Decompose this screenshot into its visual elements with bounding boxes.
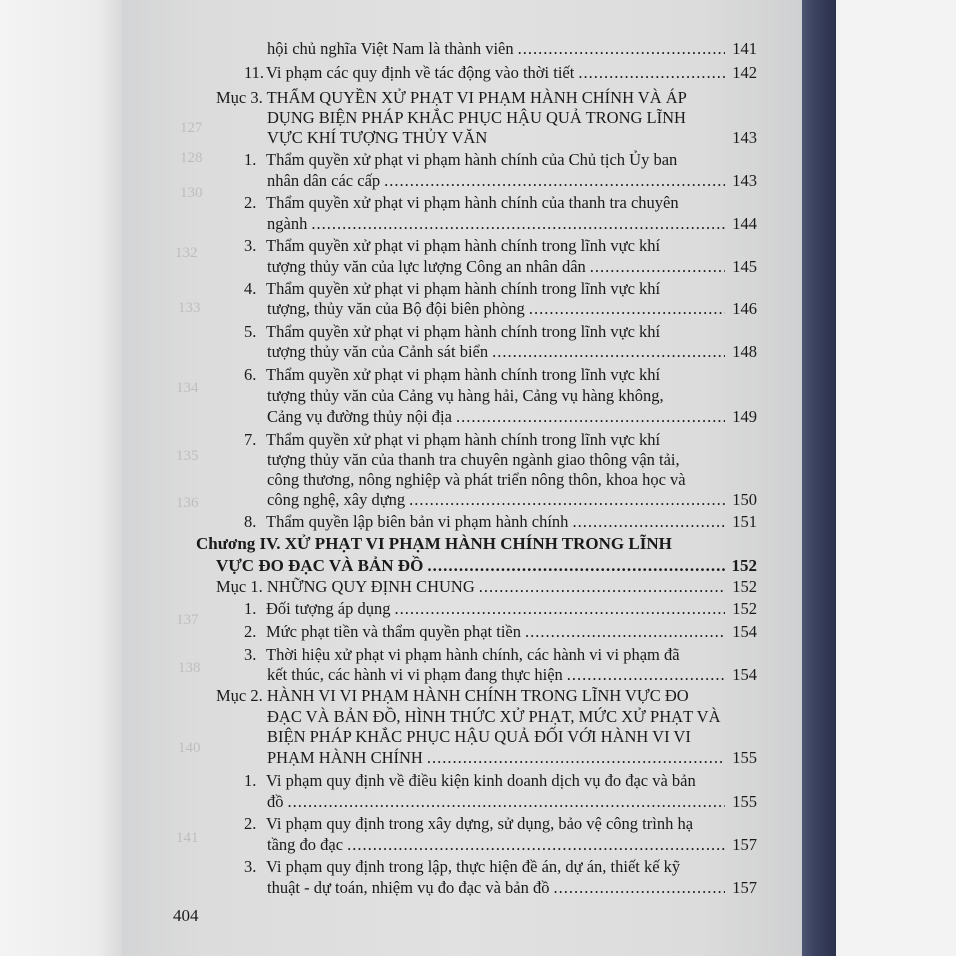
entry-text: nhân dân các cấp <box>267 171 381 190</box>
dot-leader <box>384 171 725 191</box>
entry-number: 1. <box>244 599 257 618</box>
toc-entry <box>267 257 757 277</box>
dot-leader <box>479 577 725 597</box>
entry-text: Vi phạm quy định về điều kiện kinh doanh dịch vụ đo đạc và bản <box>266 771 696 790</box>
dot-leader <box>572 512 725 532</box>
section-heading: Mục 2. HÀNH VI VI PHẠM HÀNH CHÍNH TRONG LĨNH VỰC ĐO <box>216 686 689 705</box>
page-ref: 143 <box>732 171 757 190</box>
entry-line <box>244 645 680 665</box>
entry-line: tượng thủy văn của Cảng vụ hàng hải, Cảng vụ hàng không, <box>267 386 664 405</box>
entry-line <box>244 771 696 791</box>
toc-entry <box>267 665 757 685</box>
dot-leader <box>554 878 726 898</box>
page-ref: 141 <box>732 39 757 58</box>
toc-entry <box>267 171 757 191</box>
entry-line <box>244 236 660 256</box>
entry-text: tượng thủy văn của Cảnh sát biển <box>267 342 489 361</box>
entry-text: công nghệ, xây dựng <box>267 490 406 509</box>
toc-entry <box>267 214 757 234</box>
entry-number: 2. <box>244 622 257 641</box>
entry-text: đồ <box>267 792 284 811</box>
page-ref: 152 <box>731 556 757 575</box>
entry-text: tượng, thủy văn của Bộ đội biên phòng <box>267 299 525 318</box>
entry-text: Vi phạm quy định trong lập, thực hiện đề án, dự án, thiết kế kỹ <box>266 857 681 876</box>
dot-leader <box>529 299 725 319</box>
entry-number: 1. <box>244 150 257 169</box>
chapter-heading: Chương IV. XỬ PHẠT VI PHẠM HÀNH CHÍNH TRONG LĨNH <box>196 534 672 553</box>
background-left <box>0 0 122 956</box>
entry-text: kết thúc, các hành vi vi phạm đang thực hiện <box>267 665 563 684</box>
entry-line: tượng thủy văn của thanh tra chuyên ngành giao thông vận tải, <box>267 450 680 469</box>
entry-number: 1. <box>244 771 257 790</box>
entry-line <box>244 193 679 213</box>
entry-text: Đối tượng áp dụng <box>266 599 391 618</box>
toc-entry <box>267 748 757 768</box>
toc-entry <box>267 128 757 148</box>
entry-line: công thương, nông nghiệp và phát triển nông thôn, khoa học và <box>267 470 686 489</box>
entry-text: VỰC KHÍ TƯỢNG THỦY VĂN <box>267 128 488 147</box>
toc-entry <box>244 622 757 642</box>
entry-number: 11. <box>244 63 265 82</box>
page-ref: 146 <box>732 299 757 318</box>
entry-text: Thẩm quyền xử phạt vi phạm hành chính trong lĩnh vực khí <box>266 279 661 298</box>
dot-leader <box>288 792 726 812</box>
entry-number: 2. <box>244 193 257 212</box>
page-ref: 157 <box>732 878 757 897</box>
entry-text: Cảng vụ đường thủy nội địa <box>267 407 452 426</box>
toc-entry <box>244 512 757 532</box>
dot-leader <box>311 214 725 234</box>
entry-text: hội chủ nghĩa Việt Nam là thành viên <box>267 39 514 58</box>
toc-entry <box>267 835 757 855</box>
entry-text: Thẩm quyền lập biên bản vi phạm hành chính <box>266 512 569 531</box>
page-ref: 148 <box>732 342 757 361</box>
page-ref: 155 <box>732 748 757 767</box>
entry-line <box>244 430 660 450</box>
page-ref: 157 <box>732 835 757 854</box>
entry-number: 8. <box>244 512 257 531</box>
entry-text: PHẠM HÀNH CHÍNH <box>267 748 423 767</box>
section-heading: Mục 3. THẨM QUYỀN XỬ PHẠT VI PHẠM HÀNH CHÍNH VÀ ÁP <box>216 88 687 107</box>
page-ref: 154 <box>732 622 757 641</box>
page-number: 404 <box>173 906 199 925</box>
toc-entry <box>267 299 757 319</box>
dot-leader <box>427 748 725 768</box>
entry-number: 2. <box>244 814 257 833</box>
book-spine <box>802 0 836 956</box>
entry-text: Thời hiệu xử phạt vi phạm hành chính, các hành vi vi phạm đã <box>266 645 680 664</box>
entry-line <box>244 857 680 877</box>
entry-number: 3. <box>244 645 257 664</box>
dot-leader <box>427 556 725 576</box>
page-ref: 144 <box>732 214 757 233</box>
entry-text: Thẩm quyền xử phạt vi phạm hành chính của thanh tra chuyên <box>266 193 679 212</box>
entry-text: tầng đo đạc <box>267 835 344 854</box>
entry-line <box>244 814 693 834</box>
section-heading: ĐẠC VÀ BẢN ĐỒ, HÌNH THỨC XỬ PHẠT, MỨC XỬ PHẠT VÀ <box>267 707 721 726</box>
page-ref: 151 <box>732 512 757 531</box>
entry-text: Mức phạt tiền và thẩm quyền phạt tiền <box>266 622 522 641</box>
toc-entry <box>244 599 757 619</box>
dot-leader <box>394 599 725 619</box>
toc-entry <box>267 407 757 427</box>
toc-entry <box>267 878 757 898</box>
entry-line <box>244 322 660 342</box>
entry-number: 3. <box>244 857 257 876</box>
entry-line <box>244 150 677 170</box>
page-ref: 150 <box>732 490 757 509</box>
page-ref: 152 <box>732 599 757 618</box>
dot-leader <box>578 63 725 83</box>
section-heading: BIỆN PHÁP KHẮC PHỤC HẬU QUẢ ĐỐI VỚI HÀNH VI VI <box>267 727 691 746</box>
page-ref: 145 <box>732 257 757 276</box>
entry-text: Thẩm quyền xử phạt vi phạm hành chính trong lĩnh vực khí <box>266 236 661 255</box>
entry-text: Thẩm quyền xử phạt vi phạm hành chính trong lĩnh vực khí <box>266 365 661 384</box>
entry-text: thuật - dự toán, nhiệm vụ đo đạc và bản đồ <box>267 878 550 897</box>
toc-entry <box>267 490 757 510</box>
entry-text: VỰC ĐO ĐẠC VÀ BẢN ĐỒ <box>216 556 424 575</box>
toc-entry <box>267 39 757 59</box>
entry-line <box>244 279 660 299</box>
entry-number: 5. <box>244 322 257 341</box>
dot-leader <box>347 835 725 855</box>
section-heading: DỤNG BIỆN PHÁP KHẮC PHỤC HẬU QUẢ TRONG LĨNH <box>267 108 686 127</box>
entry-text: Thẩm quyền xử phạt vi phạm hành chính trong lĩnh vực khí <box>266 322 661 341</box>
dot-leader <box>518 39 725 59</box>
dot-leader <box>525 622 725 642</box>
entry-text: tượng thủy văn của lực lượng Công an nhân dân <box>267 257 586 276</box>
dot-leader <box>567 665 725 685</box>
entry-text: Thẩm quyền xử phạt vi phạm hành chính trong lĩnh vực khí <box>266 430 661 449</box>
entry-text: Thẩm quyền xử phạt vi phạm hành chính của Chủ tịch Ủy ban <box>266 150 678 169</box>
page-ref: 149 <box>732 407 757 426</box>
toc-entry <box>267 792 757 812</box>
dot-leader <box>409 490 725 510</box>
entry-text: Mục 1. NHỮNG QUY ĐỊNH CHUNG <box>216 577 475 596</box>
toc-entry <box>216 556 757 576</box>
entry-number: 4. <box>244 279 257 298</box>
entry-text: Vi phạm các quy định về tác động vào thời tiết <box>266 63 575 82</box>
background-right <box>836 0 956 956</box>
toc-entry <box>216 577 757 597</box>
dot-leader <box>590 257 725 277</box>
entry-number: 7. <box>244 430 257 449</box>
dot-leader <box>492 342 725 362</box>
toc-entry <box>267 342 757 362</box>
entry-number: 3. <box>244 236 257 255</box>
page-ref: 155 <box>732 792 757 811</box>
page-ref: 142 <box>732 63 757 82</box>
page-ref: 143 <box>732 128 757 147</box>
dot-leader <box>456 407 725 427</box>
entry-text: Vi phạm quy định trong xây dựng, sử dụng, bảo vệ công trình hạ <box>266 814 694 833</box>
page-ref: 152 <box>732 577 757 596</box>
toc-entry <box>244 63 757 83</box>
entry-text: ngành <box>267 214 308 233</box>
entry-line <box>244 365 660 385</box>
page-ref: 154 <box>732 665 757 684</box>
entry-number: 6. <box>244 365 257 384</box>
